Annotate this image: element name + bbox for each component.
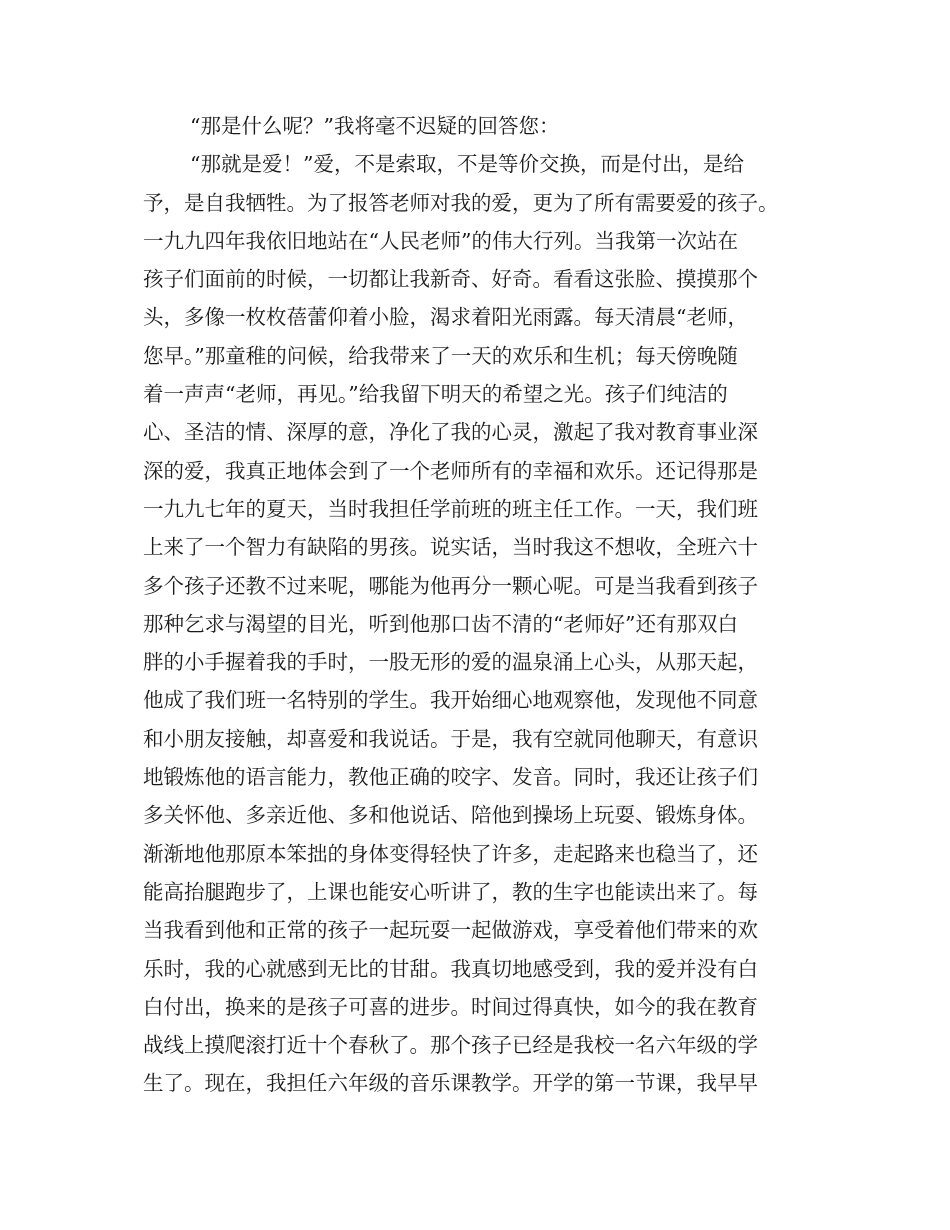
text-line: 生了。现在，我担任六年级的音乐课教学。开学的第一节课，我早早 (143, 1071, 758, 1096)
text-line: 一九九四年我依旧地站在“人民老师”的伟大行列。当我第一次站在 (143, 228, 738, 253)
text-line: 孩子们面前的时候，一切都让我新奇、好奇。看看这张脸、摸摸那个 (143, 267, 758, 292)
body-text (143, 107, 823, 1103)
text-line: 多关怀他、多亲近他、多和他说话、陪他到操场上玩耍、锻炼身体。 (143, 803, 758, 828)
text-line: “那是什么呢？”我将毫不迟疑的回答您： (190, 114, 560, 138)
text-line: 一九九七年的夏天，当时我担任学前班的班主任工作。一天，我们班 (143, 496, 758, 521)
text-line: 当我看到他和正常的孩子一起玩耍一起做游戏，享受着他们带来的欢 (143, 918, 758, 943)
text-line: 予，是自我牺牲。为了报答老师对我的爱，更为了所有需要爱的孩子。 (143, 190, 779, 215)
text-line: “那就是爱！”爱，不是索取，不是等价交换，而是付出，是给 (190, 152, 744, 177)
text-line: 渐渐地他那原本笨拙的身体变得轻快了许多，走起路来也稳当了，还 (143, 841, 758, 866)
text-line: 胖的小手握着我的手时，一股无形的爱的温泉涌上心头，从那天起， (143, 650, 758, 675)
text-line: 心、圣洁的情、深厚的意，净化了我的心灵，激起了我对教育事业深 (143, 420, 758, 445)
text-line: 多个孩子还教不过来呢，哪能为他再分一颗心呢。可是当我看到孩子 (143, 573, 758, 598)
text-line: 乐时，我的心就感到无比的甘甜。我真切地感受到，我的爱并没有白 (143, 956, 758, 981)
text-line: 能高抬腿跑步了，上课也能安心听讲了，教的生字也能读出来了。每 (143, 879, 758, 904)
text-line: 和小朋友接触，却喜爱和我说话。于是，我有空就同他聊天，有意识 (143, 726, 758, 751)
text-line: 着一声声“老师，再见。”给我留下明天的希望之光。孩子们纯洁的 (143, 382, 728, 407)
text-line: 深的爱，我真正地体会到了一个老师所有的幸福和欢乐。还记得那是 (143, 458, 758, 483)
text-line: 他成了我们班一名特别的学生。我开始细心地观察他，发现他不同意 (143, 688, 758, 713)
text-line: 地锻炼他的语言能力，教他正确的咬字、发音。同时，我还让孩子们 (143, 765, 758, 790)
text-line: 那种乞求与渴望的目光，听到他那口齿不清的“老师好”还有那双白 (143, 611, 738, 636)
text-line: 您早。”那童稚的问候，给我带来了一天的欢乐和生机；每天傍晚随 (143, 343, 738, 368)
text-line: 头，多像一枚枚蓓蕾仰着小脸，渴求着阳光雨露。每天清晨“老师， (143, 305, 748, 330)
text-line: 白付出，换来的是孩子可喜的进步。时间过得真快，如今的我在教育 (143, 994, 758, 1019)
text-line: 战线上摸爬滚打近十个春秋了。那个孩子已经是我校一名六年级的学 (143, 1033, 758, 1058)
text-line: 上来了一个智力有缺陷的男孩。说实话，当时我这不想收，全班六十 (143, 535, 758, 560)
